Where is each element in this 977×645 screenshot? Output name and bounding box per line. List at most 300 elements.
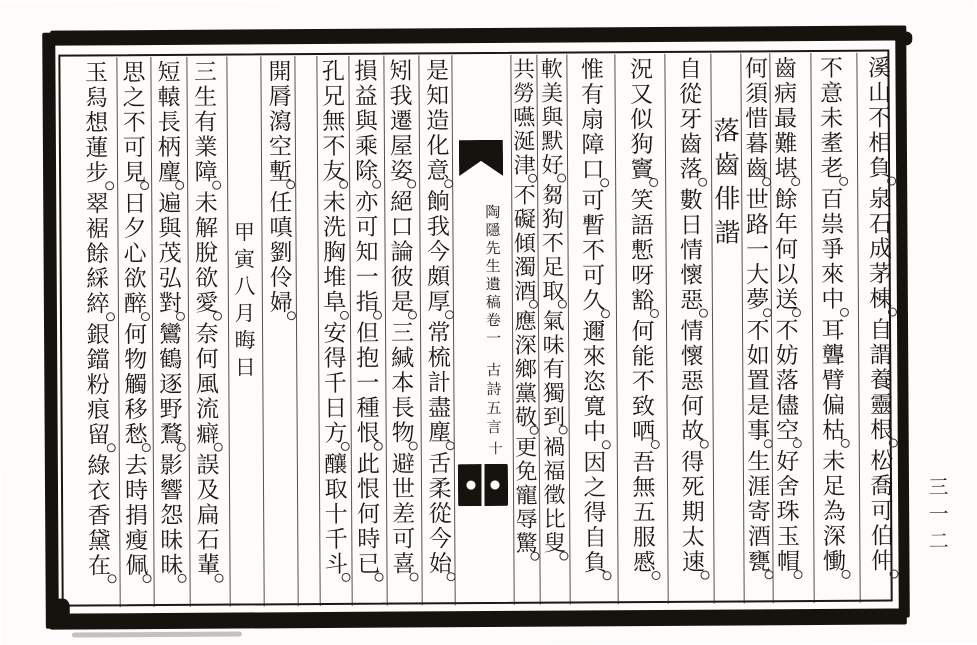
reading-circle (529, 300, 538, 309)
glyph: 哂 (632, 418, 656, 445)
glyph: 愛 (195, 290, 219, 316)
glyph: 須 (745, 81, 769, 107)
glyph: 比 (543, 506, 566, 532)
glyph: 劉 (269, 240, 293, 266)
glyph: 計 (427, 370, 451, 396)
poem-column (577, 57, 610, 581)
glyph: 之 (583, 475, 607, 501)
glyph: 可 (582, 263, 606, 289)
glyph: 俳 (714, 184, 741, 214)
poem-column (772, 56, 801, 580)
glyph: 應 (514, 308, 537, 334)
glyph: 自 (678, 56, 703, 82)
glyph: 涎 (513, 128, 536, 154)
glyph: 釀 (324, 451, 348, 478)
glyph: 從 (679, 81, 703, 107)
glyph: 粉 (86, 372, 110, 398)
reading-circle (530, 426, 539, 435)
glyph: 敬 (514, 404, 538, 430)
glyph: 期 (681, 499, 705, 525)
glyph: 得 (323, 345, 347, 372)
glyph: 矧 (389, 58, 413, 84)
glyph: 中 (583, 419, 607, 445)
reading-circle (530, 552, 539, 561)
glyph: 深 (822, 523, 846, 549)
reading-circle (601, 309, 610, 318)
glyph: 況 (629, 56, 654, 83)
glyph: 豁 (631, 287, 655, 314)
glyph: 鸞 (158, 321, 183, 348)
glyph: 乘 (354, 133, 378, 159)
glyph: 有 (194, 109, 218, 135)
glyph: 夢 (746, 287, 770, 313)
reading-circle (700, 440, 709, 449)
glyph: 厚 (427, 289, 451, 315)
poem-column (675, 57, 708, 581)
glyph: 惟 (580, 57, 605, 83)
glyph: 夕 (123, 216, 147, 242)
glyph: 見 (123, 160, 147, 186)
glyph: 儘 (775, 393, 800, 419)
glyph: 取 (324, 476, 348, 503)
glyph: 怨 (160, 502, 184, 529)
glyph: 野 (159, 396, 183, 423)
glyph: 情 (679, 237, 704, 263)
glyph: 兄 (322, 83, 346, 110)
glyph: 輩 (196, 552, 221, 578)
glyph: 獨 (542, 380, 566, 406)
glyph: 何 (744, 56, 769, 82)
glyph: 得 (583, 500, 607, 526)
glyph: 轅 (157, 84, 181, 111)
glyph: 泉 (868, 186, 892, 212)
glyph: 喬 (870, 473, 894, 499)
glyph: 好 (541, 152, 564, 178)
reading-circle (213, 312, 222, 321)
glyph: 耊 (820, 130, 844, 156)
glyph: 鶴 (159, 346, 183, 373)
reading-circle (559, 426, 568, 435)
glyph: 屋 (389, 133, 413, 159)
glyph: 竇 (630, 156, 654, 183)
glyph: 到 (542, 404, 566, 430)
poem-column (320, 59, 349, 583)
reading-circle (374, 442, 383, 451)
glyph: 姿 (389, 158, 414, 184)
reading-circle (407, 179, 416, 188)
glyph: 得 (681, 449, 705, 475)
glyph: 舄 (85, 85, 109, 111)
glyph: 事 (747, 418, 771, 444)
glyph: 偏 (821, 392, 846, 418)
glyph: 何 (680, 393, 705, 419)
reading-circle (177, 443, 186, 452)
glyph: 有 (581, 82, 605, 108)
ink-smudge (72, 632, 242, 638)
glyph: 與 (541, 104, 564, 130)
glyph: 何 (774, 237, 799, 263)
glyph: 十 (324, 501, 348, 528)
glyph: 思 (122, 60, 146, 86)
glyph: 知 (355, 239, 379, 265)
glyph: 除 (354, 158, 379, 184)
glyph: 緘 (391, 345, 415, 371)
reading-circle (214, 443, 223, 452)
reading-circle (342, 573, 351, 582)
glyph: 狗 (541, 206, 564, 232)
glyph: 益 (354, 83, 378, 109)
glyph: 速 (681, 549, 706, 575)
glyph: 不 (631, 368, 655, 395)
date-column (231, 219, 258, 381)
reading-circle (559, 552, 568, 561)
glyph: 不 (581, 238, 606, 264)
glyph: 以 (775, 262, 799, 288)
glyph: 扇 (581, 107, 605, 133)
glyph: 佩 (125, 553, 149, 579)
glyph: 不 (541, 230, 565, 256)
glyph: 千 (324, 526, 348, 553)
glyph: 日 (234, 355, 256, 380)
glyph: 意 (426, 158, 450, 184)
glyph: 無 (322, 108, 346, 135)
reading-circle (176, 312, 185, 321)
glyph: 指 (355, 289, 379, 315)
reading-circle (341, 442, 350, 451)
glyph: 是 (390, 289, 414, 315)
glyph: 語 (630, 212, 654, 239)
glyph: 何 (123, 322, 148, 348)
glyph: 成 (868, 236, 893, 262)
reading-circle (698, 178, 707, 187)
glyph: 柔 (428, 476, 452, 502)
glyph: 似 (630, 106, 654, 133)
glyph: 去 (124, 453, 148, 479)
glyph: 徵 (543, 482, 566, 508)
glyph: 影 (159, 452, 183, 479)
glyph: 暫 (581, 213, 605, 239)
glyph: 大 (746, 262, 770, 288)
section-label: 古詩五言 (484, 361, 501, 438)
glyph: 頗 (427, 264, 451, 290)
glyph: 蓮 (85, 135, 109, 161)
reading-circle (794, 570, 803, 579)
glyph: 化 (426, 133, 450, 159)
glyph: 軟 (540, 56, 564, 82)
glyph: 可 (581, 188, 605, 214)
reading-circle (107, 443, 116, 452)
glyph: 盡 (427, 395, 452, 421)
reading-circle (652, 571, 661, 580)
glyph: 昧 (160, 527, 184, 554)
reading-circle (603, 571, 612, 580)
glyph: 落 (679, 156, 703, 182)
glyph: 恣 (582, 369, 606, 395)
glyph: 柄 (157, 134, 182, 161)
glyph: 味 (542, 332, 565, 358)
glyph: 負 (868, 155, 892, 181)
reading-circle (105, 181, 114, 190)
glyph: 五 (632, 499, 656, 526)
glyph: 甲 (233, 220, 256, 245)
glyph: 寅 (234, 247, 256, 272)
glyph: 福 (543, 458, 566, 484)
glyph: 瀉 (268, 109, 292, 135)
glyph: 玉 (84, 60, 109, 86)
glyph: 涯 (747, 474, 771, 500)
ink-smudge (48, 599, 70, 627)
glyph: 餉 (426, 189, 450, 215)
glyph: 中 (821, 286, 845, 312)
glyph: 香 (87, 503, 111, 529)
poem-column (352, 59, 382, 583)
glyph: 諧 (714, 218, 741, 248)
glyph: 齒 (773, 56, 798, 82)
glyph: 甕 (747, 549, 772, 575)
glyph: 一 (355, 264, 379, 290)
glyph: 落 (775, 368, 799, 394)
glyph: 懷 (680, 262, 704, 288)
reading-circle (373, 311, 382, 320)
glyph: 何 (195, 346, 219, 372)
glyph: 路 (745, 212, 769, 238)
glyph: 情 (680, 318, 704, 344)
glyph: 最 (774, 106, 798, 132)
glyph: 共 (512, 56, 536, 82)
glyph: 自 (869, 317, 893, 343)
glyph: 致 (631, 393, 656, 420)
reading-circle (651, 440, 660, 449)
flower-ornament-icon (458, 464, 508, 506)
glyph: 辱 (515, 506, 538, 532)
glyph: 不 (513, 182, 536, 208)
glyph: 美 (541, 80, 564, 106)
glyph: 松 (870, 448, 894, 474)
glyph: 奈 (195, 321, 219, 347)
glyph: 一 (356, 370, 380, 396)
glyph: 遍 (158, 190, 182, 217)
glyph: 未 (822, 448, 846, 474)
glyph: 根 (870, 417, 894, 443)
glyph: 暮 (745, 131, 769, 157)
glyph: 捐 (125, 503, 149, 529)
glyph: 笑 (630, 187, 654, 214)
glyph: 堆 (323, 264, 347, 291)
glyph: 呀 (631, 262, 655, 289)
glyph: 心 (123, 241, 147, 267)
reading-circle (763, 308, 772, 317)
glyph: 業 (194, 134, 218, 160)
glyph: 能 (631, 343, 655, 370)
reading-circle (286, 180, 295, 189)
glyph: 自 (583, 525, 607, 551)
poem-column (864, 56, 897, 580)
glyph: 絕 (390, 189, 414, 215)
glyph: 聾 (821, 342, 845, 368)
glyph: 與 (158, 215, 182, 242)
glyph: 故 (681, 418, 705, 444)
glyph: 造 (426, 108, 450, 134)
reading-circle (650, 309, 659, 318)
reading-circle (178, 574, 187, 583)
glyph: 我 (389, 83, 413, 109)
glyph: 差 (392, 501, 416, 527)
glyph: 一 (745, 237, 770, 263)
glyph: 衣 (87, 478, 111, 504)
glyph: 意 (820, 80, 844, 106)
glyph: 梳 (427, 345, 451, 371)
glyph: 舌 (428, 451, 452, 477)
glyph: 論 (390, 239, 414, 265)
glyph: 留 (87, 422, 111, 448)
reading-circle (793, 439, 802, 448)
glyph: 默 (541, 128, 564, 154)
glyph: 不 (868, 105, 892, 131)
reading-circle (887, 177, 896, 186)
glyph: 翠 (85, 191, 109, 217)
glyph: 山 (868, 80, 892, 106)
glyph: 臂 (821, 367, 845, 393)
glyph: 死 (681, 474, 705, 500)
reading-circle (558, 300, 567, 309)
glyph: 寄 (747, 499, 771, 525)
glyph: 口 (390, 214, 414, 240)
glyph: 餘 (774, 187, 798, 213)
glyph: 茂 (158, 240, 182, 267)
glyph: 妨 (775, 343, 799, 369)
reading-circle (842, 570, 851, 579)
glyph: 安 (323, 320, 347, 347)
glyph: 酒 (747, 524, 771, 550)
glyph: 綠 (87, 453, 111, 479)
glyph: 觸 (124, 372, 148, 398)
glyph: 寵 (515, 482, 538, 508)
poem-column (816, 56, 849, 580)
poem-column (743, 56, 772, 580)
reading-circle (699, 309, 708, 318)
glyph: 脫 (194, 240, 219, 266)
glyph: 弘 (158, 265, 182, 292)
glyph: 置 (746, 368, 770, 394)
reading-circle (142, 443, 151, 452)
poem-column (80, 60, 115, 584)
glyph: 伯 (870, 523, 894, 549)
glyph: 不 (819, 55, 844, 81)
glyph: 愁 (124, 422, 148, 448)
glyph: 伶 (269, 265, 293, 291)
glyph: 欲 (123, 266, 147, 292)
glyph: 吾 (632, 449, 656, 476)
glyph: 生 (747, 449, 771, 475)
glyph: 損 (354, 58, 378, 84)
poem-column (120, 60, 150, 584)
frame-border-top (50, 25, 906, 45)
glyph: 恨 (356, 420, 380, 446)
glyph: 爭 (820, 236, 845, 262)
reading-circle (841, 439, 850, 448)
glyph: 驚 (515, 530, 538, 556)
glyph: 太 (681, 524, 705, 550)
column-rules (0, 0, 975, 3)
glyph: 遷 (389, 108, 413, 134)
glyph: 方 (324, 420, 348, 447)
glyph: 知 (426, 83, 450, 109)
glyph: 任 (269, 190, 293, 216)
glyph: 鶩 (159, 421, 183, 448)
reading-circle (445, 310, 454, 319)
glyph: 百 (820, 186, 844, 212)
glyph: 障 (194, 159, 218, 185)
glyph: 有 (542, 356, 565, 382)
glyph: 石 (868, 211, 892, 237)
glyph: 足 (822, 473, 846, 499)
reading-circle (408, 310, 417, 319)
glyph: 不 (122, 110, 146, 136)
glyph: 已 (357, 551, 381, 577)
reading-circle (372, 180, 381, 189)
glyph: 麈 (158, 159, 182, 186)
glyph: 惜 (745, 106, 769, 132)
glyph: 黨 (514, 380, 538, 406)
glyph: 免 (515, 458, 538, 484)
reading-circle (340, 311, 349, 320)
glyph: 日 (679, 212, 703, 238)
glyph: 因 (583, 450, 607, 476)
glyph: 好 (776, 449, 800, 475)
reading-circle (446, 441, 455, 450)
glyph: 慟 (822, 548, 847, 574)
glyph: 瘦 (125, 528, 149, 554)
poem-column (266, 59, 295, 321)
reading-circle (444, 179, 453, 188)
glyph: 塹 (268, 159, 293, 185)
glyph: 未 (194, 190, 218, 216)
glyph: 在 (87, 553, 112, 579)
glyph: 解 (194, 215, 218, 241)
glyph: 口 (581, 157, 605, 183)
glyph: 慼 (632, 549, 657, 576)
glyph: 對 (158, 290, 182, 317)
glyph: 流 (195, 396, 220, 422)
glyph: 種 (356, 395, 380, 421)
glyph: 及 (196, 477, 220, 503)
poem-column (539, 58, 567, 562)
glyph: 斗 (324, 551, 349, 578)
reading-circle (890, 570, 899, 579)
glyph: 更 (515, 434, 538, 460)
page-number: 三一二 (924, 475, 948, 557)
glyph: 棟 (869, 286, 893, 312)
glyph: 醉 (123, 291, 147, 317)
glyph: 扁 (196, 502, 220, 528)
glyph: 何 (631, 318, 655, 345)
glyph: 我 (426, 214, 450, 240)
glyph: 三 (193, 59, 218, 85)
reading-circle (764, 439, 773, 448)
glyph: 障 (581, 132, 605, 158)
glyph: 勞 (513, 80, 536, 106)
glyph: 物 (391, 420, 415, 446)
glyph: 石 (196, 527, 220, 553)
glyph: 長 (157, 109, 181, 136)
glyph: 祟 (820, 211, 844, 237)
reading-circle (889, 439, 898, 448)
glyph: 難 (774, 131, 798, 157)
glyph: 移 (124, 397, 148, 423)
glyph: 珠 (776, 499, 800, 525)
glyph: 邇 (582, 319, 606, 345)
glyph: 月 (234, 301, 256, 326)
